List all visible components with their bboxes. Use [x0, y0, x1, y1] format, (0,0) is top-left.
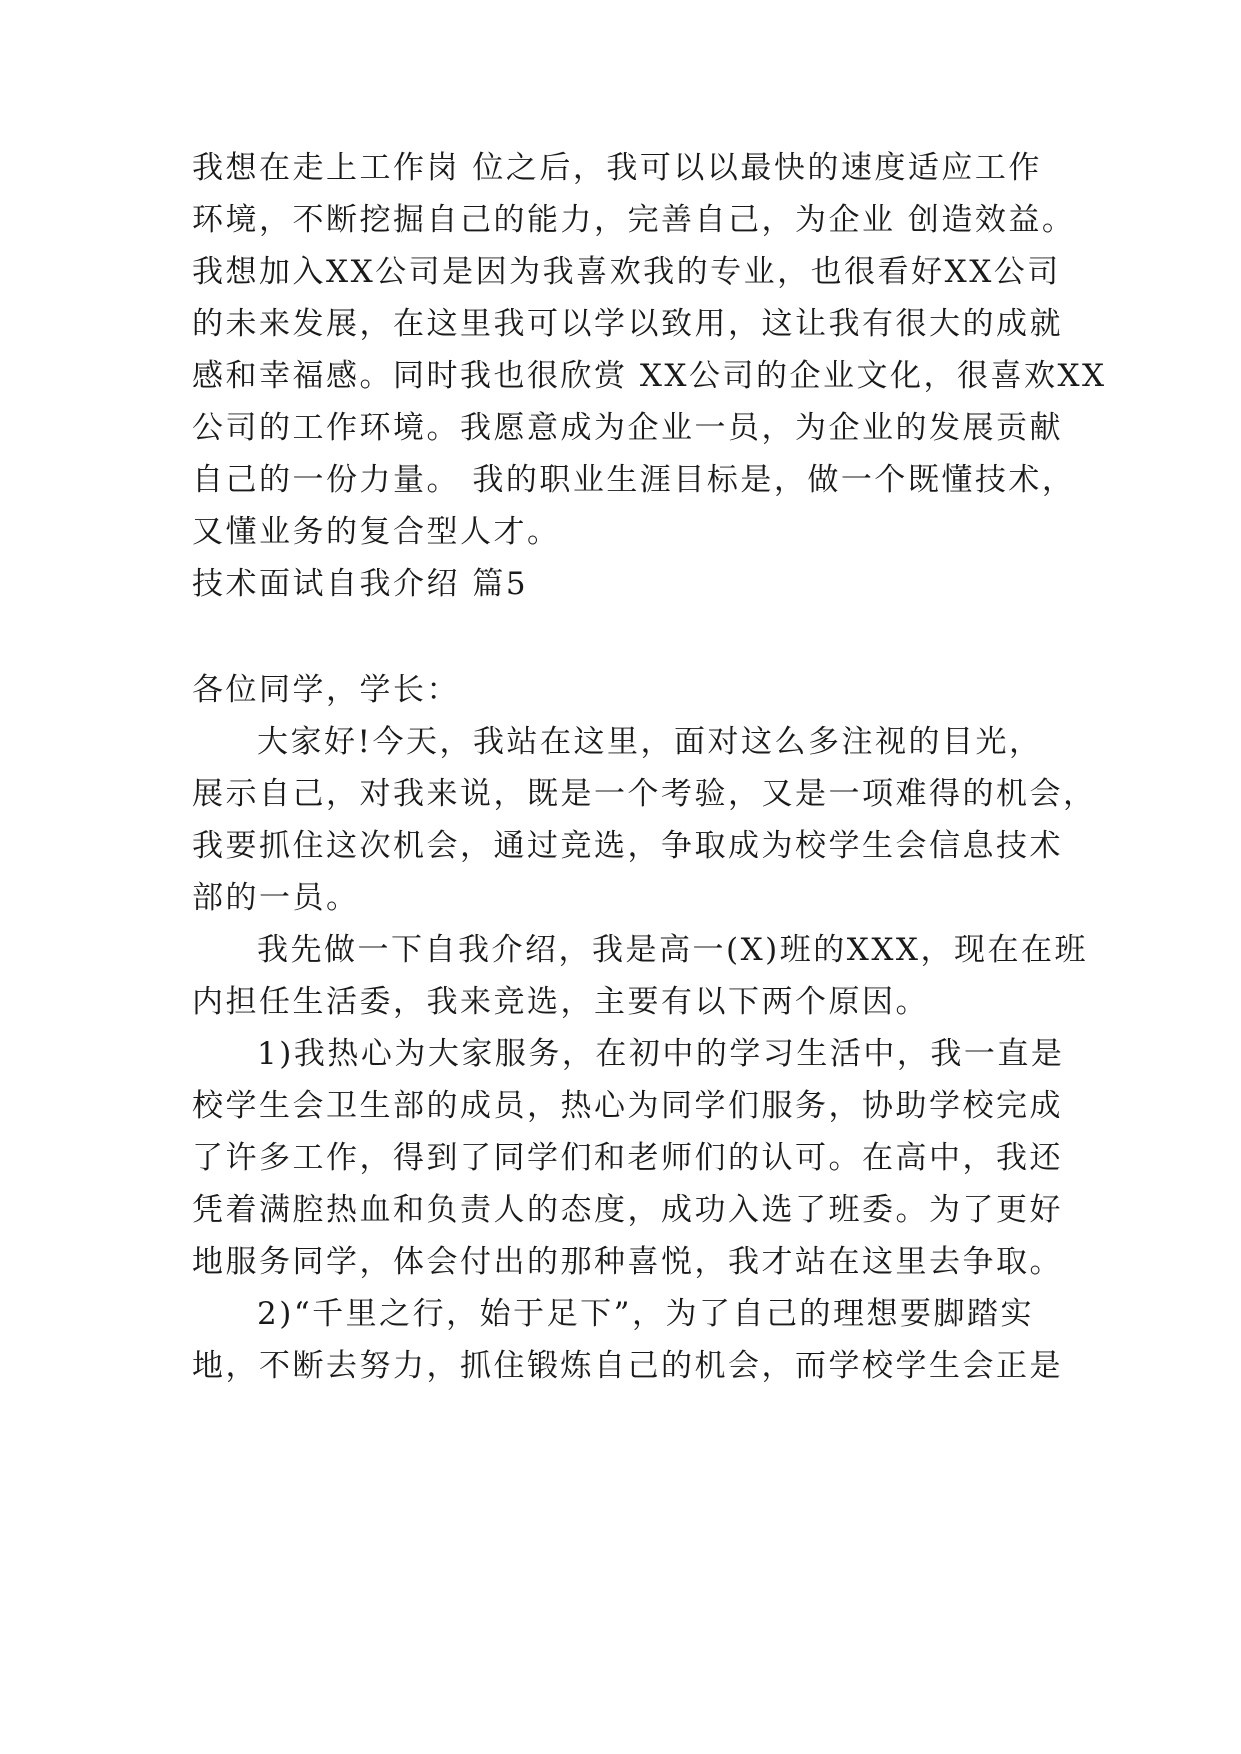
text-line: 自己的一份力量。 我的职业生涯目标是，做一个既懂技术， — [192, 462, 1076, 498]
text-line: 我想在走上工作岗 位之后，我可以以最快的速度适应工作 — [192, 150, 1042, 186]
text-line: 2)“千里之行，始于足下”，为了自己的理想要脚踏实 — [257, 1296, 1035, 1332]
text-line: 我先做一下自我介绍，我是高一(X)班的XXX，现在在班 — [257, 932, 1088, 968]
text-line: 感和幸福感。同时我也很欣赏 XX公司的企业文化，很喜欢XX — [192, 358, 1107, 394]
text-line: 展示自己，对我来说，既是一个考验，又是一项难得的机会， — [192, 776, 1097, 812]
text-line: 环境，不断挖掘自己的能力，完善自己，为企业 创造效益。 — [192, 202, 1076, 238]
text-line: 我要抓住这次机会，通过竞选，争取成为校学生会信息技术 — [192, 828, 1063, 864]
text-line: 又懂业务的复合型人才。 — [192, 514, 561, 550]
text-line: 1)我热心为大家服务，在初中的学习生活中，我一直是 — [257, 1036, 1065, 1072]
text-line: 地，不断去努力，抓住锻炼自己的机会，而学校学生会正是 — [192, 1348, 1063, 1384]
text-line: 的未来发展，在这里我可以学以致用，这让我有很大的成就 — [192, 306, 1063, 342]
salutation: 各位同学，学长： — [192, 672, 460, 708]
text-line: 内担任生活委，我来竞选，主要有以下两个原因。 — [192, 984, 929, 1020]
text-line: 校学生会卫生部的成员，热心为同学们服务，协助学校完成 — [192, 1088, 1063, 1124]
text-line: 地服务同学，体会付出的那种喜悦，我才站在这里去争取。 — [192, 1244, 1063, 1280]
text-line: 了许多工作，得到了同学们和老师们的认可。在高中，我还 — [192, 1140, 1063, 1176]
text-line: 公司的工作环境。我愿意成为企业一员，为企业的发展贡献 — [192, 410, 1063, 446]
text-line: 大家好!今天，我站在这里，面对这么多注视的目光， — [257, 724, 1043, 760]
text-line: 部的一员。 — [192, 880, 360, 916]
text-line: 凭着满腔热血和负责人的态度，成功入选了班委。为了更好 — [192, 1192, 1063, 1228]
text-line: 我想加入XX公司是因为我喜欢我的专业，也很看好XX公司 — [192, 254, 1061, 290]
section-heading: 技术面试自我介绍 篇5 — [192, 566, 529, 602]
